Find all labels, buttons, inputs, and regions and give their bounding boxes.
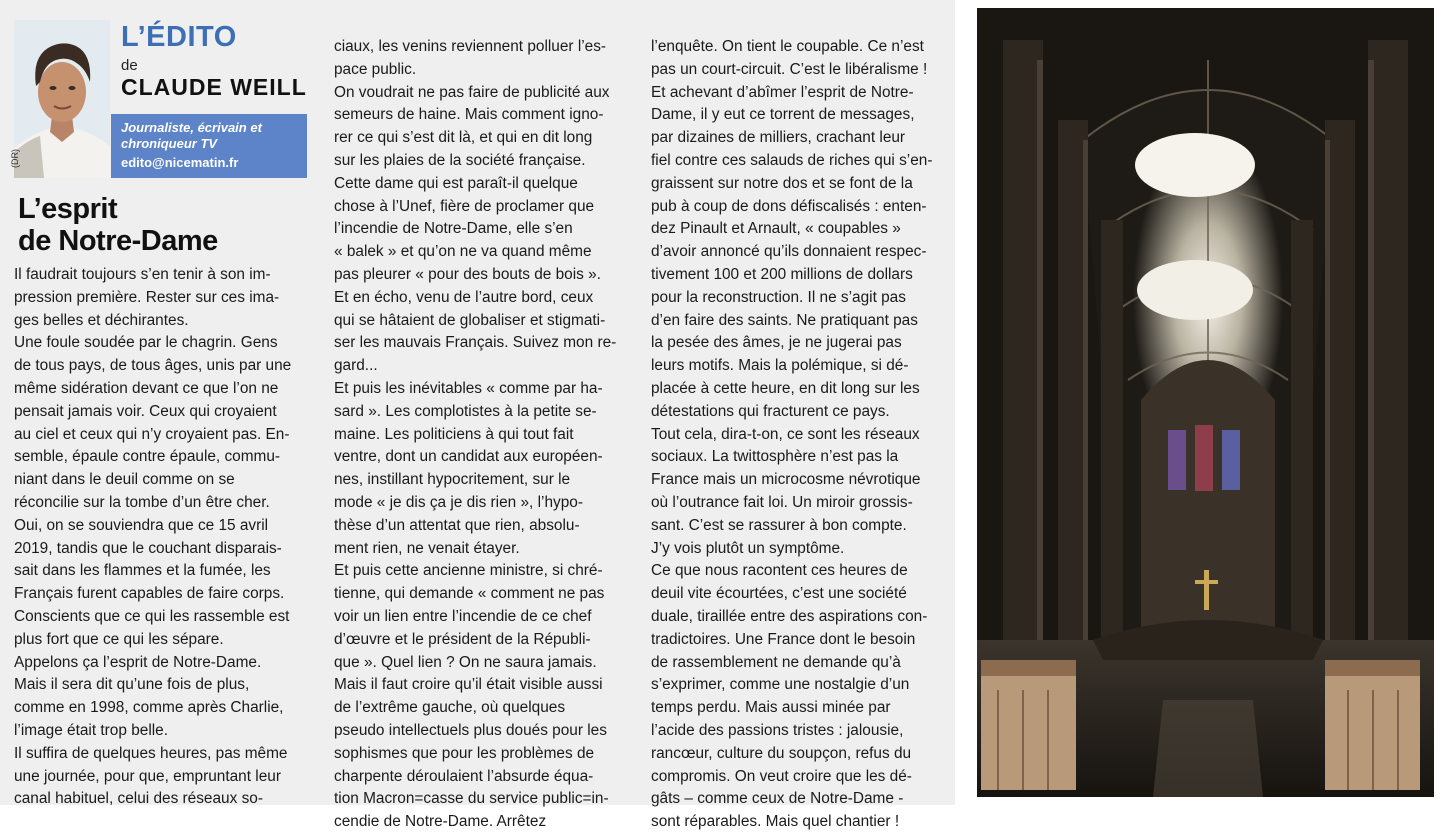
article-line: gâts – comme ceux de Notre-Dame - bbox=[651, 790, 904, 808]
article-column-3 bbox=[651, 36, 951, 834]
article-line: qui se hâtaient de globaliser et stigmati- bbox=[334, 311, 606, 329]
article-line: la pesée des âmes, je ne jugerai pas bbox=[651, 334, 902, 352]
article-line: s’exprimer, comme une nostalgie d’un bbox=[651, 676, 910, 694]
article-line: maine. Les politiciens à qui tout fait bbox=[334, 425, 574, 443]
cathedral-interior-photo bbox=[963, 0, 1444, 805]
edito-header bbox=[10, 20, 307, 180]
article-line: Français furent capables de faire corps. bbox=[14, 585, 285, 603]
article-line: Une foule soudée par le chagrin. Gens bbox=[14, 334, 278, 352]
article-line: ment rien, ne venait étayer. bbox=[334, 539, 520, 557]
article-line: d’œuvre et le président de la Républi- bbox=[334, 630, 591, 648]
article-line: chose à l’Unef, fière de proclamer que bbox=[334, 197, 595, 215]
article-line: gard... bbox=[334, 357, 378, 375]
article-line: duale, tiraillée entre des aspirations con- bbox=[651, 607, 928, 625]
article-line: Mais il faut croire qu’il était visible aussi bbox=[334, 676, 603, 694]
article-line: sait dans les flammes et la fumée, les bbox=[14, 562, 271, 580]
article-line: ges belles et déchirantes. bbox=[14, 311, 189, 329]
article-line: Tout cela, dira-t-on, ce sont les réseaux bbox=[651, 425, 920, 443]
article-line: charpente déroulaient l’absurde équa- bbox=[334, 767, 594, 785]
article-line: rancœur, culture du soupçon, refus du bbox=[651, 744, 912, 762]
article-line: 2019, tandis que le couchant disparais- bbox=[14, 539, 282, 557]
article-line: au ciel et ceux qui n’y croyaient pas. En- bbox=[14, 425, 290, 443]
article-line: temps perdu. Mais aussi minée par bbox=[651, 699, 891, 717]
article-line: Mais il sera dit qu’une fois de plus, bbox=[14, 676, 250, 694]
article-line: plus fort que ce qui les sépare. bbox=[14, 630, 224, 648]
article-line: une journée, pour que, empruntant leur bbox=[14, 767, 281, 785]
article-line: pour la reconstruction. Il ne s’agit pas bbox=[651, 288, 906, 306]
article-line: placée à cette heure, en dit long sur les bbox=[651, 379, 920, 397]
article-line: de tous pays, de tous âges, unis par une bbox=[14, 357, 292, 375]
article-line: l’acide des passions tristes : jalousie, bbox=[651, 721, 904, 739]
article-line: semble, épaule contre épaule, commu- bbox=[14, 448, 281, 466]
article-line: comme en 1998, comme après Charlie, bbox=[14, 699, 284, 717]
article-line: pression première. Rester sur ces ima- bbox=[14, 288, 280, 306]
author-name: CLAUDE WEILL bbox=[121, 74, 307, 100]
article-line: Il faudrait toujours s’en tenir à son im- bbox=[14, 266, 271, 283]
headline-line: de Notre-Dame bbox=[18, 225, 218, 257]
photo-frame bbox=[963, 0, 1444, 805]
author-info-box bbox=[111, 114, 307, 178]
article-line: mode « je dis ça je dis rien », l’hypo- bbox=[334, 493, 583, 511]
article-line: de l’extrême gauche, où quelques bbox=[334, 699, 566, 717]
author-portrait bbox=[14, 20, 110, 178]
article-line: Et puis cette ancienne ministre, si chré- bbox=[334, 562, 603, 580]
article-line: nes, instillant hypocritement, sur le bbox=[334, 471, 571, 489]
article-line: Il suffira de quelques heures, pas même bbox=[14, 744, 288, 762]
article-line: l’incendie de Notre-Dame, elle s’en bbox=[334, 220, 573, 238]
article-line: Ce que nous racontent ces heures de bbox=[651, 562, 908, 580]
article-line: deuil vite écourtées, c’est une société bbox=[651, 585, 907, 603]
article-line: J’y vois plutôt un symptôme. bbox=[651, 539, 845, 557]
article-line: même sidération devant ce que l’on ne bbox=[14, 379, 279, 397]
article-line: pensait jamais voir. Ceux qui croyaient bbox=[14, 402, 277, 420]
article-line: voir un lien entre l’incendie de ce chef bbox=[334, 607, 592, 625]
article-line: pas pleurer « pour des bouts de bois ». bbox=[334, 265, 601, 283]
article-line: où l’outrance fait loi. Un miroir grossis- bbox=[651, 493, 913, 511]
article-line: sard ». Les complotistes à la petite se- bbox=[334, 402, 597, 420]
section-label: L’ÉDITO bbox=[121, 21, 237, 53]
article-line: Oui, on se souviendra que ce 15 avril bbox=[14, 516, 269, 534]
article-line: que ». Quel lien ? On ne saura jamais. bbox=[334, 653, 597, 671]
article-line: « balek » et qu’on ne va quand même bbox=[334, 243, 592, 261]
headline-line: L’esprit bbox=[18, 193, 118, 225]
article-line: détestations qui fracturent ce pays. bbox=[651, 402, 890, 420]
article-line: sont réparables. Mais quel chantier ! bbox=[651, 813, 900, 831]
article-line: pseudo intellectuels plus doués pour les bbox=[334, 721, 607, 739]
article-line: de rassemblement ne demande qu’à bbox=[651, 653, 901, 671]
article-line: rer ce qui s’est dit là, et qui en dit long bbox=[334, 129, 593, 147]
article-line: Et en écho, venu de l’autre bord, ceux bbox=[334, 288, 594, 306]
article-line: d’avoir annoncé qu’ils donnaient respec- bbox=[651, 243, 927, 261]
article-line: tivement 100 et 200 millions de dollars bbox=[651, 265, 913, 283]
article-line: pub à coup de dons défiscalisés : enten- bbox=[651, 197, 927, 215]
article-line: tion Macron=casse du service public=in- bbox=[334, 790, 609, 808]
article-line: Dame, il y eut ce torrent de messages, bbox=[651, 106, 915, 124]
article-line: Conscients que ce qui les rassemble est bbox=[14, 607, 290, 625]
article-line: par dizaines de milliers, crachant leur bbox=[651, 129, 906, 147]
article-line: tienne, qui demande « comment ne pas bbox=[334, 585, 605, 603]
article-line: graissent sur notre dos et se font de la bbox=[651, 174, 913, 192]
article-line: On voudrait ne pas faire de publicité aux bbox=[334, 83, 610, 101]
article-line: Cette dame qui est paraît-il quelque bbox=[334, 174, 578, 192]
article-line: semeurs de haine. Mais comment igno- bbox=[334, 106, 604, 124]
article-line: thèse d’un attentat que rien, absolu- bbox=[334, 516, 580, 534]
article-line: ser les mauvais Français. Suivez mon re- bbox=[334, 334, 617, 352]
article-line: leurs motifs. Mais la polémique, si dé- bbox=[651, 357, 909, 375]
article-line: pas un court-circuit. C’est le libéralisme ! bbox=[651, 60, 928, 78]
article-line: niant dans le deuil comme on se bbox=[14, 471, 235, 489]
article-line: sophismes que pour les problèmes de bbox=[334, 744, 595, 762]
article-line: ciaux, les venins reviennent polluer l’es- bbox=[334, 38, 607, 55]
article-line: compromis. On veut croire que les dé- bbox=[651, 767, 912, 785]
article-line: France mais un microcosme névrotique bbox=[651, 471, 921, 489]
article-line: sociaux. La twittosphère n’est pas la bbox=[651, 448, 899, 466]
article-line: Et puis les inévitables « comme par ha- bbox=[334, 379, 603, 397]
by-label: de bbox=[121, 57, 138, 74]
article-column-2 bbox=[334, 36, 636, 834]
article-line: fiel contre ces salauds de riches qui s’en- bbox=[651, 151, 933, 169]
author-email[interactable]: edito@nicematin.fr bbox=[121, 155, 239, 170]
author-role: Journaliste, écrivain et chroniqueur TV bbox=[121, 120, 262, 151]
article-column-1 bbox=[14, 264, 316, 811]
article-line: pace public. bbox=[334, 60, 417, 78]
article-line: sur les plaies de la société française. bbox=[334, 151, 586, 169]
article-line: sant. C’est se rassurer à bon compte. bbox=[651, 516, 907, 534]
photo-credit: (DR) bbox=[10, 149, 20, 168]
article-line: canal habituel, celui des réseaux so- bbox=[14, 790, 263, 808]
article-headline bbox=[18, 193, 308, 257]
article-line: tradictoires. Une France dont le besoin bbox=[651, 630, 916, 648]
article-line: cendie de Notre-Dame. Arrêtez bbox=[334, 813, 547, 831]
article-line: d’en faire des saints. Ne pratiquant pas bbox=[651, 311, 918, 329]
article-line: ventre, dont un candidat aux européen- bbox=[334, 448, 603, 466]
article-line: dez Pinault et Arnault, « coupables » bbox=[651, 220, 901, 238]
article-line: Et achevant d’abîmer l’esprit de Notre- bbox=[651, 83, 914, 101]
article-line: l’image était trop belle. bbox=[14, 721, 168, 739]
article-line: l’enquête. On tient le coupable. Ce n’est bbox=[651, 38, 924, 55]
article-line: réconcilie sur la tombe d’un être cher. bbox=[14, 493, 270, 511]
article-line: Appelons ça l’esprit de Notre-Dame. bbox=[14, 653, 262, 671]
